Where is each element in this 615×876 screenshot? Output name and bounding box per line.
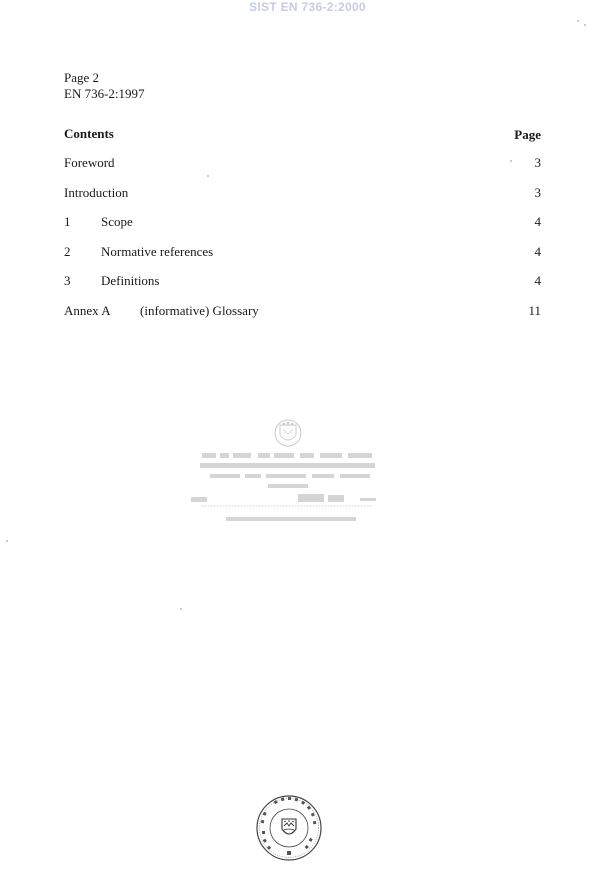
toc-entry-introduction[interactable] (64, 185, 541, 215)
toc-entry-page: 3 (534, 184, 541, 200)
registration-stamp (188, 415, 388, 530)
scan-speck (6, 540, 8, 542)
toc-entry-page: 4 (534, 243, 541, 259)
watermark: SIST EN 736-2:2000 (249, 0, 366, 14)
scan-speck (510, 160, 512, 162)
table-of-contents (64, 155, 541, 332)
toc-entry-label: Normative references (101, 243, 214, 259)
page-header (64, 70, 145, 102)
scan-speck (207, 175, 209, 177)
toc-entry-number: 1 (64, 214, 71, 229)
toc-entry-label: (informative) Glossary (140, 302, 259, 318)
scan-speck (584, 24, 586, 26)
toc-entry-label: Introduction (64, 184, 129, 200)
toc-entry-number: 2 (64, 243, 71, 259)
toc-entry-normative-references[interactable] (64, 244, 541, 274)
circular-seal (254, 793, 324, 863)
toc-entry-annex-a[interactable] (64, 303, 541, 333)
page-column-heading: Page (514, 127, 541, 142)
toc-entry-label: Scope (101, 214, 133, 229)
scan-speck (180, 608, 182, 610)
toc-entry-foreword[interactable] (64, 155, 541, 185)
toc-entry-label: Foreword (64, 155, 115, 170)
toc-entry-page: 4 (534, 214, 541, 229)
toc-entry-scope[interactable] (64, 214, 541, 244)
toc-entry-number: 3 (64, 273, 71, 288)
scan-speck (577, 20, 579, 22)
toc-entry-definitions[interactable] (64, 273, 541, 303)
toc-entry-page: 3 (534, 155, 541, 170)
toc-entry-page: 4 (534, 273, 541, 288)
toc-entry-number: Annex A (64, 302, 111, 318)
toc-entry-label: Definitions (101, 273, 160, 288)
toc-entry-page: 11 (528, 302, 541, 318)
page-number: Page 2 (64, 70, 100, 85)
contents-title: Contents (64, 126, 114, 141)
standard-number: EN 736-2:1997 (64, 86, 145, 101)
